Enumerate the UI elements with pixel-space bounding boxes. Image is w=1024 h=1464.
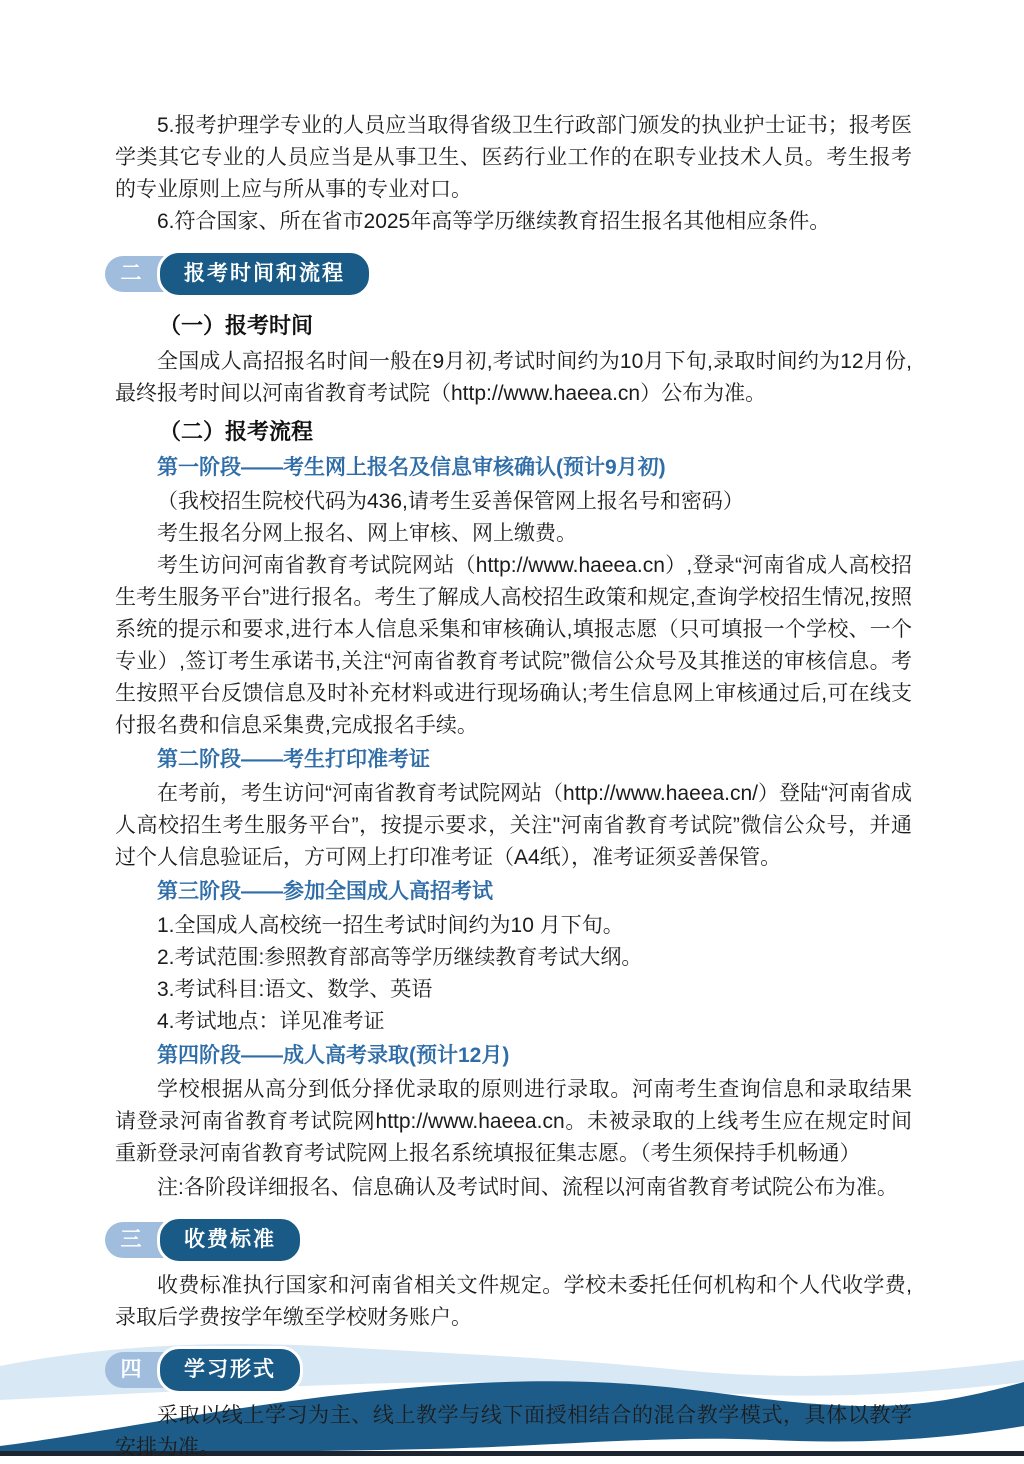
stage3-item: 1.全国成人高校统一招生考试时间约为10 月下旬。 bbox=[157, 914, 624, 937]
stage3-item: 2.考试范围:参照教育部高等学历继续教育考试大纲。 bbox=[157, 946, 643, 969]
section-badge-4 bbox=[105, 1352, 301, 1388]
section-badge-2 bbox=[105, 256, 370, 292]
stage2-heading: 第二阶段——考生打印准考证 bbox=[157, 748, 430, 771]
fees-paragraph: 收费标准执行国家和河南省相关文件规定。学校未委托任何机构和个人代收学费,录取后学费按学年缴至学校财务账户。 bbox=[115, 1274, 912, 1329]
section-badge-3 bbox=[105, 1222, 301, 1258]
stage3-item: 4.考试地点：详见准考证 bbox=[157, 1010, 385, 1033]
intro-paragraph-5: 5.报考护理学专业的人员应当取得省级卫生行政部门颁发的执业护士证书；报考医学类其它专业的人员应当是从事卫生、医药行业工作的在职专业技术人员。考生报考的专业原则上应与所从事的专业对口。 bbox=[115, 114, 912, 201]
section-number: 三 bbox=[120, 1228, 142, 1251]
registration-time-paragraph: 全国成人高招报名时间一般在9月初,考试时间约为10月下旬,录取时间约为12月份,最终报考时间以河南省教育考试院（http://www.haeea.cn）公布为准。 bbox=[115, 350, 912, 405]
intro-paragraph-6: 6.符合国家、所在省市2025年高等学历继续教育招生报名其他相应条件。 bbox=[157, 210, 831, 233]
subsection-heading-process: （二）报考流程 bbox=[159, 419, 314, 444]
section-title: 报考时间和流程 bbox=[157, 250, 372, 298]
stage1-paragraph-steps: 考生报名分网上报名、网上审核、网上缴费。 bbox=[157, 522, 577, 545]
stage1-heading: 第一阶段——考生网上报名及信息审核确认(预计9月初) bbox=[157, 456, 666, 479]
stage1-paragraph-detail: 考生访问河南省教育考试院网站（http://www.haeea.cn）,登录“河南省成人高校招生考生服务平台”进行报名。考生了解成人高校招生政策和规定,查询学校招生情况,按照系统的提示和要求,进行本人信息采集和审核确认,填报志愿（只可填报一个学校、一个专业）,签订考生承诺书,关注“河南省教育考试院”微信公众号及其推送的审核信息。考生按照平台反馈信息及时补充材料或进行现场确认;考生信息网上审核通过后,可在线支付报名费和信息采集费,完成报名手续。 bbox=[115, 554, 912, 737]
subsection-heading-time: （一）报考时间 bbox=[159, 313, 314, 338]
section-title: 学习形式 bbox=[157, 1346, 303, 1394]
study-mode-paragraph: 采取以线上学习为主、线上教学与线下面授相结合的混合教学模式，具体以教学安排为准。 bbox=[115, 1404, 912, 1459]
stage4-paragraph: 学校根据从高分到低分择优录取的原则进行录取。河南考生查询信息和录取结果请登录河南省教育考试院网http://www.haeea.cn。未被录取的上线考生应在规定时间重新登录河南省教育考试院网上报名系统填报征集志愿。（考生须保持手机畅通） bbox=[115, 1078, 912, 1165]
section-number: 四 bbox=[120, 1358, 142, 1381]
section-title: 收费标准 bbox=[157, 1216, 303, 1264]
section-number: 二 bbox=[120, 262, 142, 285]
stage4-heading: 第四阶段——成人高考录取(预计12月) bbox=[157, 1044, 510, 1067]
stage2-paragraph: 在考前，考生访问“河南省教育考试院网站（http://www.haeea.cn/）登陆“河南省成人高校招生考生服务平台”，按提示要求，关注"河南省教育考试院”微信公众号，并通过个人信息验证后，方可网上打印准考证（A4纸），准考证须妥善保管。 bbox=[115, 782, 912, 869]
stage3-heading: 第三阶段——参加全国成人高招考试 bbox=[157, 880, 493, 903]
note-paragraph: 注:各阶段详细报名、信息确认及考试时间、流程以河南省教育考试院公布为准。 bbox=[157, 1176, 898, 1199]
stage3-item: 3.考试科目:语文、数学、英语 bbox=[157, 978, 433, 1001]
stage1-paragraph-code: （我校招生院校代码为436,请考生妥善保管网上报名号和密码） bbox=[157, 490, 744, 513]
